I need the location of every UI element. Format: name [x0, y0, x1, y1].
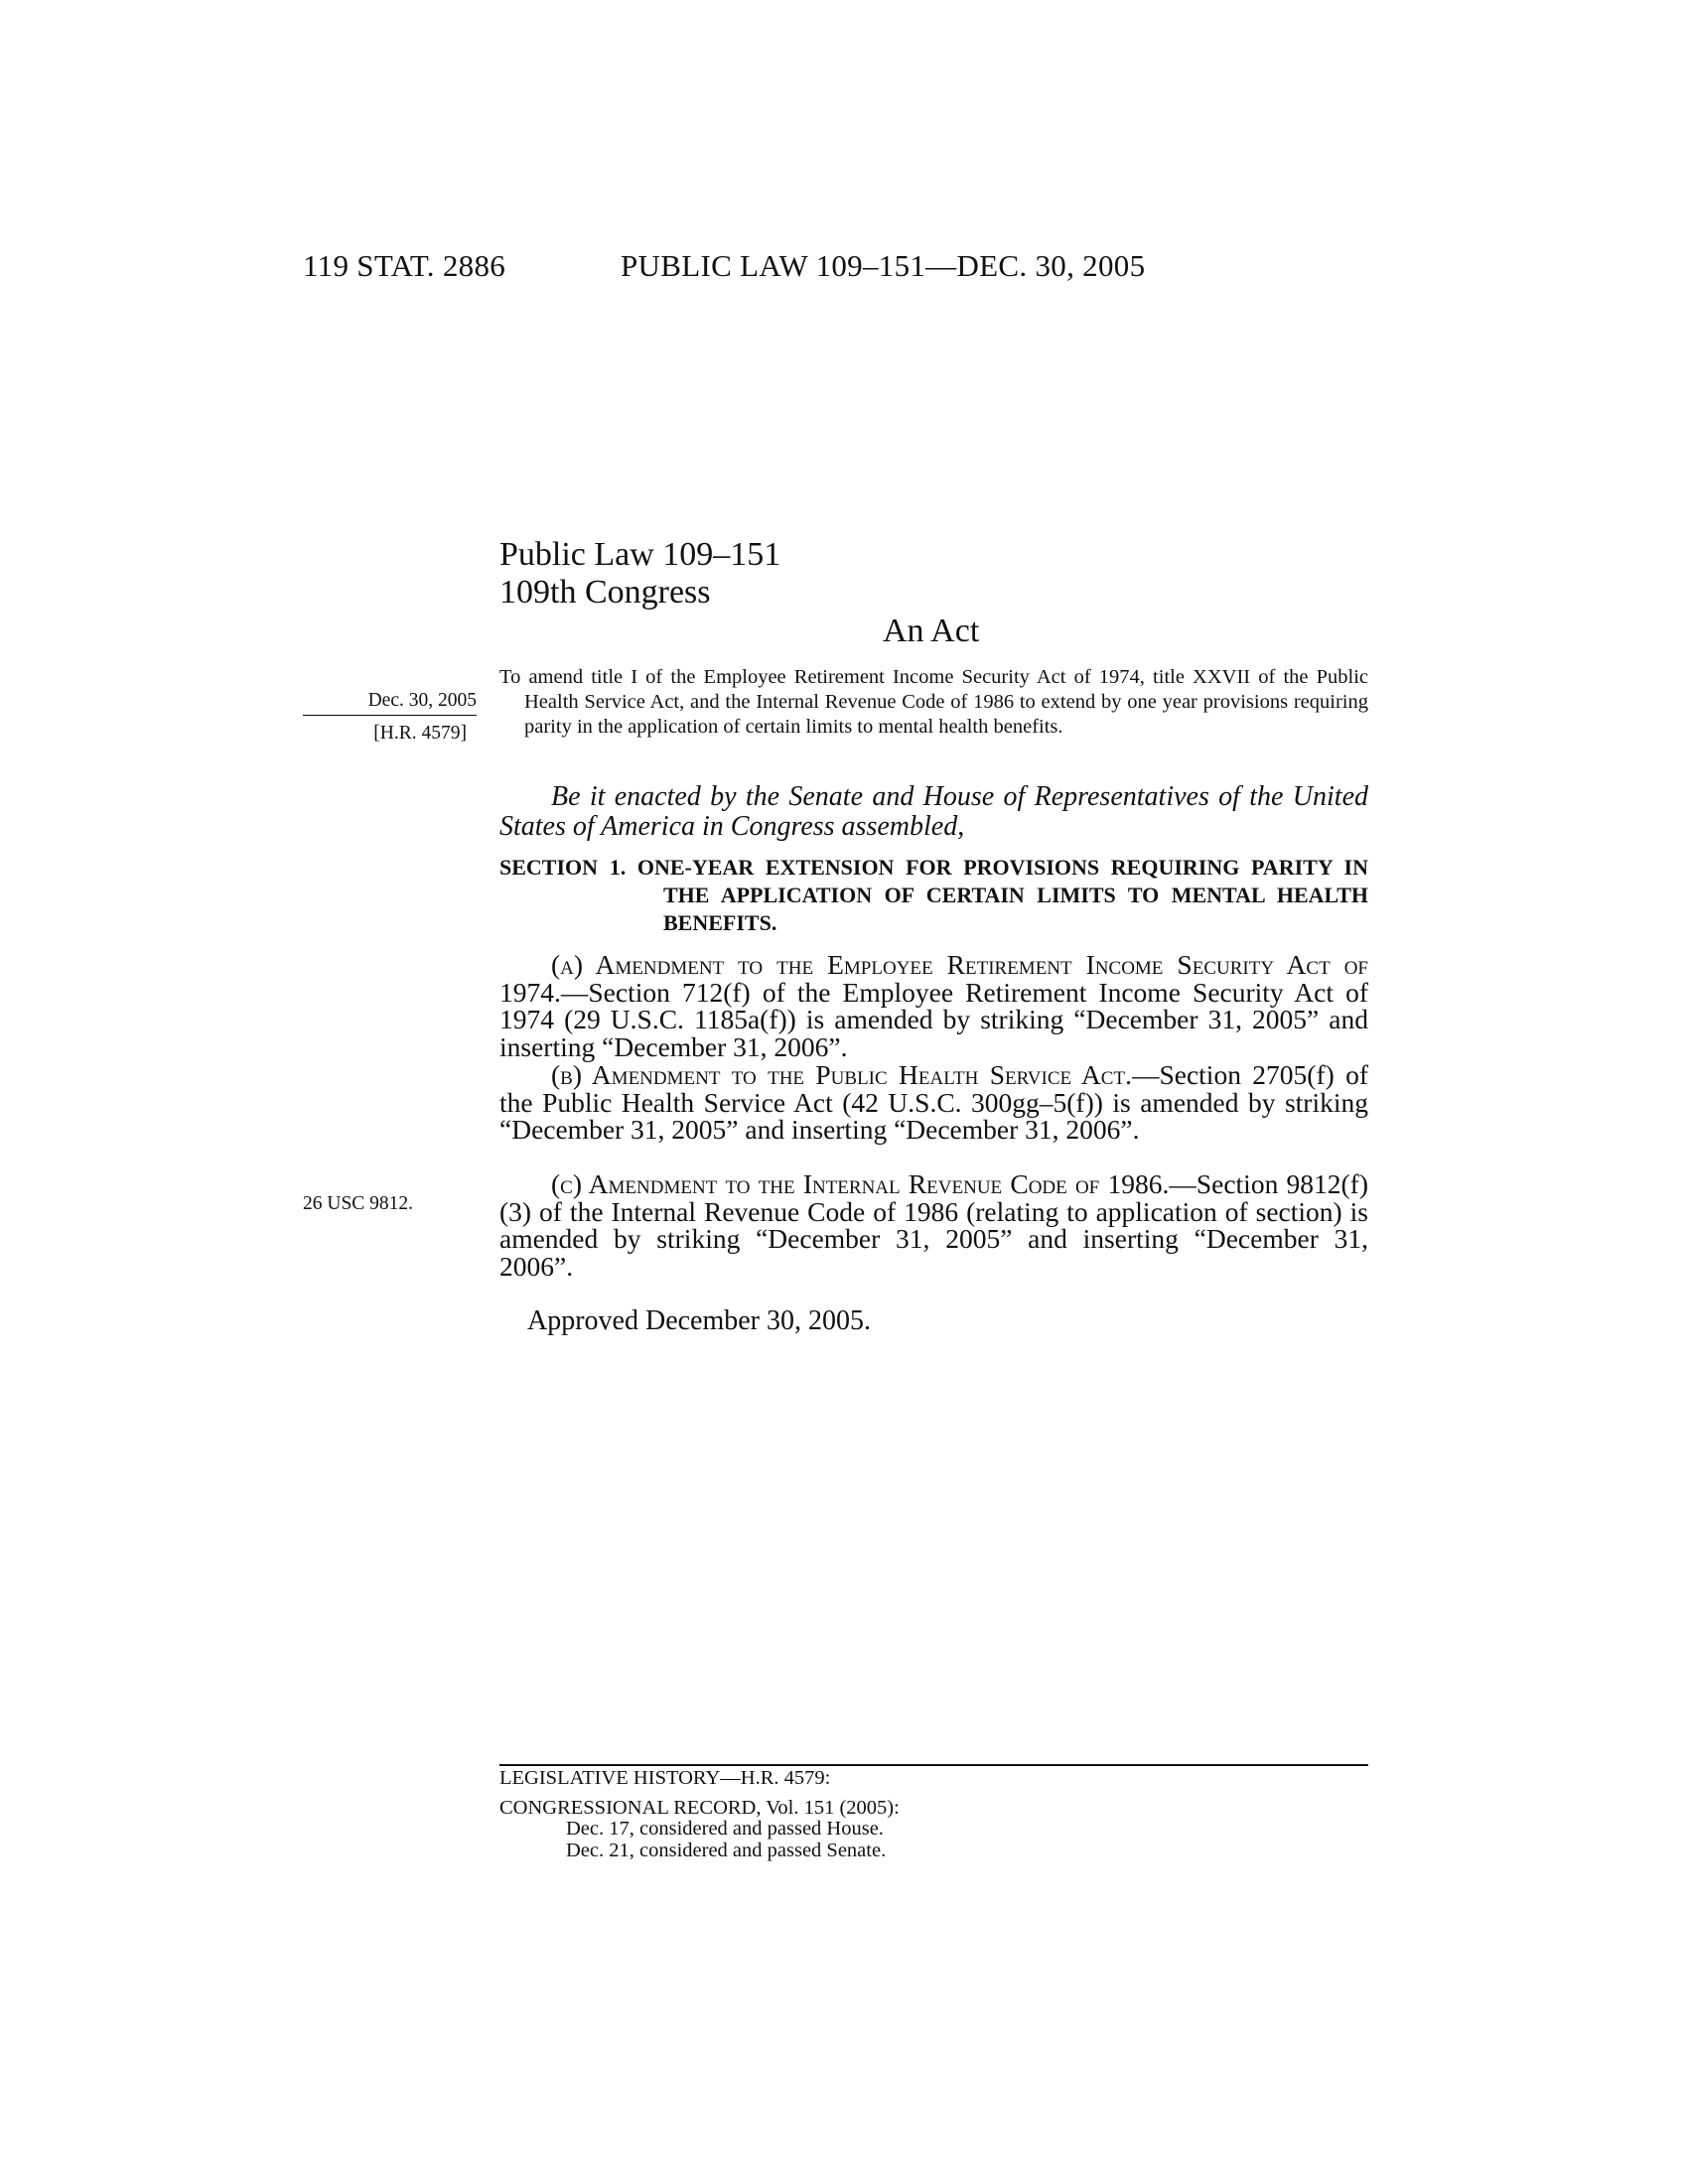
congress-label: 109th Congress [499, 574, 711, 611]
congressional-record-line: CONGRESSIONAL RECORD, Vol. 151 (2005): [499, 1797, 900, 1819]
public-law-title: Public Law 109–151 [499, 536, 781, 573]
section-paragraph-b [499, 1061, 1368, 1144]
margin-usc-citation: 26 USC 9812. [303, 1193, 414, 1214]
paragraph-text: —Section 712(f) of the Employee Retirement Income Security Act of 1974 (29 U.S.C. 1185a(f)) is amended by striking “December 31, 2005” and inserting “December 31, 2006”. [499, 976, 1368, 1062]
enacting-clause: Be it enacted by the Senate and House of Representatives of the United States of America in Congress assembled, [499, 781, 1368, 842]
paragraph-label: (a) Amendment to the Employee Retirement Income Security Act of 1974. [499, 949, 1368, 1008]
history-divider [499, 1764, 1368, 1766]
stat-page-number: 119 STAT. 2886 [303, 248, 506, 283]
paragraph-text: —Section 2705(f) of the Public Health Service Act (42 U.S.C. 300gg–5(f)) is amended by striking “December 31, 2005” and inserting “December 31, 2006”. [499, 1059, 1369, 1145]
section-heading: SECTION 1. ONE-YEAR EXTENSION FOR PROVISIONS REQUIRING PARITY IN THE APPLICATION OF CERTAIN LIMITS TO MENTAL HEALTH BENEFITS. [499, 855, 1368, 935]
history-item: Dec. 17, considered and passed House. [566, 1818, 884, 1840]
running-head: PUBLIC LAW 109–151—DEC. 30, 2005 [621, 248, 1146, 283]
legislative-history-heading: LEGISLATIVE HISTORY—H.R. 4579: [499, 1767, 831, 1789]
paragraph-label: (b) Amendment to the Public Health Service Act. [551, 1059, 1132, 1090]
section-paragraph-a [499, 951, 1368, 1060]
section-paragraph-c [499, 1170, 1368, 1280]
margin-divider [303, 715, 477, 716]
act-label: An Act [883, 613, 980, 649]
paragraph-text: —Section 9812(f)(3) of the Internal Revenue Code of 1986 (relating to application of section) is amended by striking “December 31, 2005” and inserting “December 31, 2006”. [499, 1168, 1368, 1282]
purpose-statement: To amend title I of the Employee Retirement Income Security Act of 1974, title XXVII of the Public Health Service Act, and the Internal Revenue Code of 1986 to extend by one year provisions requiring parity in the application of certain limits to mental health benefits. [499, 666, 1368, 738]
margin-date: Dec. 30, 2005 [367, 690, 477, 711]
history-item: Dec. 21, considered and passed Senate. [566, 1840, 887, 1861]
paragraph-label: (c) Amendment to the Internal Revenue Code of 1986. [551, 1168, 1170, 1199]
approval-line: Approved December 30, 2005. [527, 1305, 872, 1336]
margin-bill-number: [H.R. 4579] [373, 723, 467, 744]
